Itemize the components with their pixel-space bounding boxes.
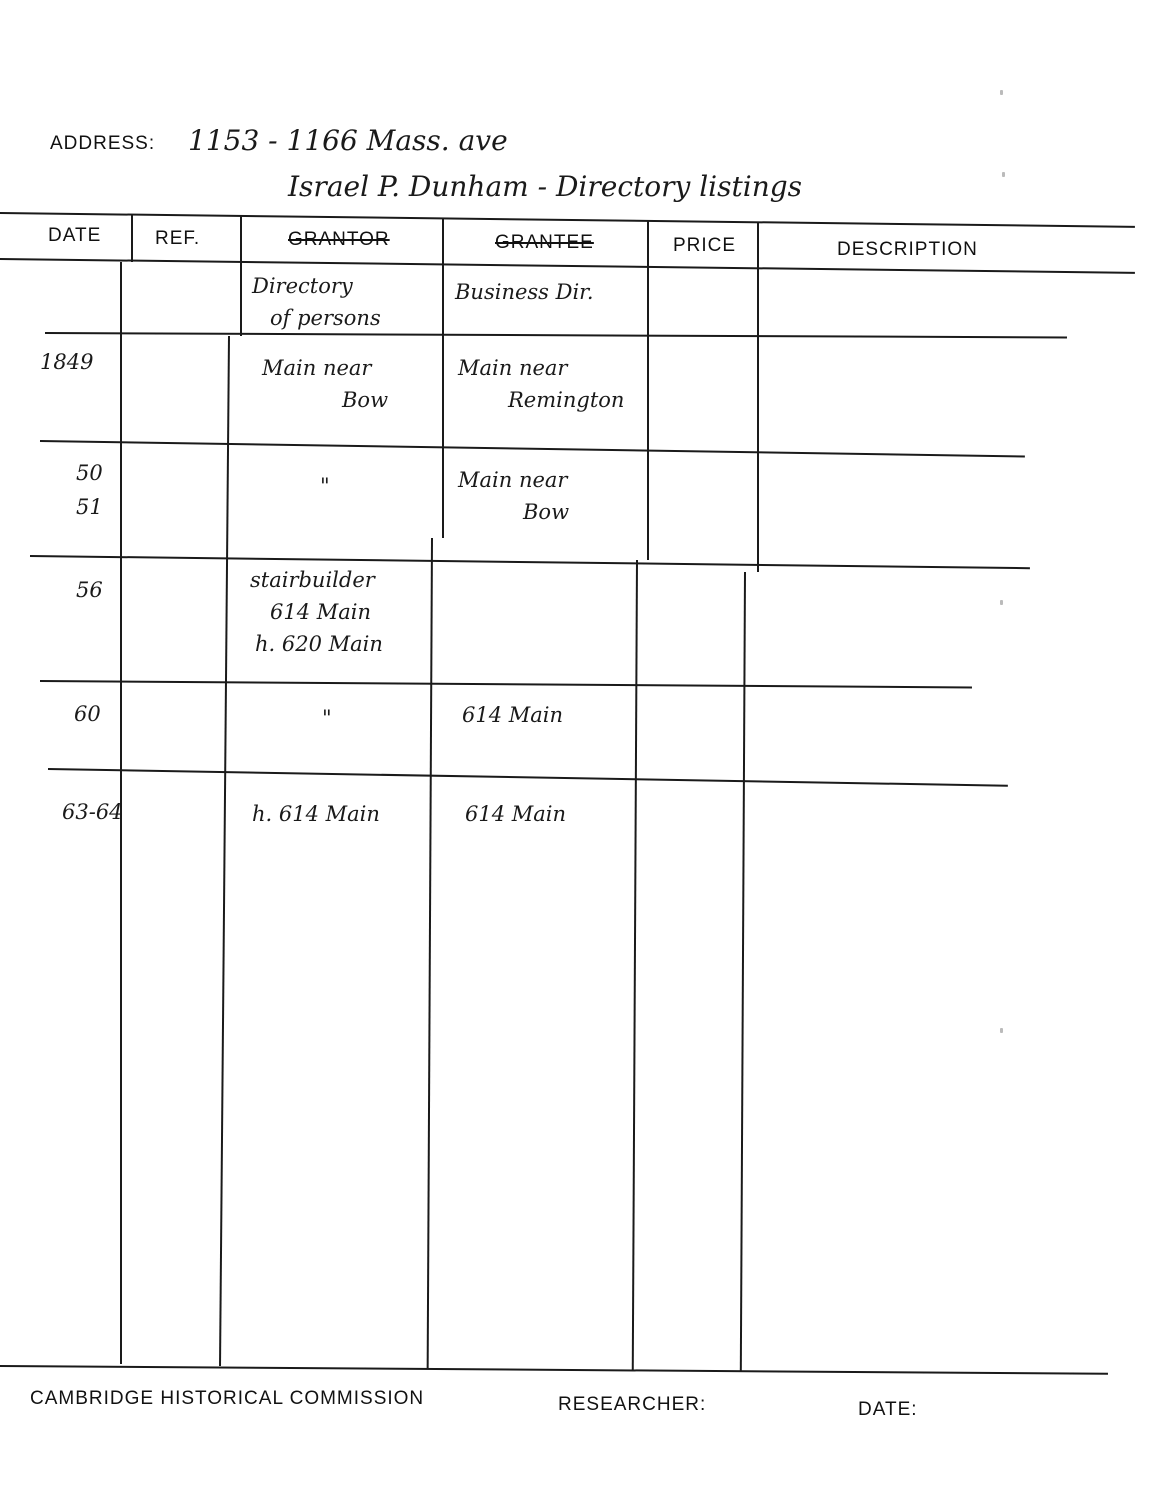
col-divider-grantee-body	[632, 560, 638, 1370]
col-divider-grantor-body	[427, 538, 433, 1368]
ditto-mark: "	[322, 706, 332, 730]
col-divider-ref	[240, 216, 242, 336]
col-divider-price-body	[740, 572, 746, 1372]
row-rule	[45, 332, 1067, 338]
grantor-line: h. 620 Main	[255, 632, 383, 656]
grantee-line: 614 Main	[465, 802, 567, 826]
table-row	[252, 270, 381, 334]
row-rule	[48, 768, 1008, 787]
date-cell: 56	[76, 578, 103, 602]
col-header-description: DESCRIPTION	[837, 239, 978, 260]
col-divider-grantee	[647, 220, 649, 560]
grantee-line: Business Dir.	[455, 280, 594, 304]
grantee-line: Remington	[508, 388, 625, 412]
grantor-line: stairbuilder	[250, 568, 375, 592]
footer-researcher-label: RESEARCHER:	[558, 1394, 707, 1415]
col-divider-ref-body	[219, 336, 230, 1366]
date-cell: 60	[74, 702, 101, 726]
col-divider-price	[757, 222, 759, 572]
grantor-line: 614 Main	[270, 600, 372, 624]
grantor-line: Bow	[342, 388, 389, 412]
address-value: 1153 - 1166 Mass. ave	[188, 124, 508, 157]
address-label: ADDRESS:	[50, 133, 156, 154]
footer-rule	[0, 1365, 1108, 1375]
date-line: 50	[76, 461, 103, 485]
date-line: 51	[76, 495, 103, 519]
grantor-line: Directory	[252, 274, 353, 298]
date-cell: 63-64	[62, 800, 123, 824]
grantor-cell	[322, 702, 332, 734]
subtitle: Israel P. Dunham - Directory listings	[288, 170, 803, 203]
scan-speck	[1000, 600, 1003, 605]
table-top-rule	[0, 212, 1135, 228]
grantor-cell	[250, 564, 383, 660]
grantor-cell	[320, 470, 330, 502]
col-header-ref: REF.	[155, 228, 201, 249]
grantee-cell	[458, 464, 569, 528]
date-cell: 1849	[40, 350, 94, 374]
footer-date-label: DATE:	[858, 1399, 918, 1420]
row-rule	[40, 680, 972, 689]
scan-speck	[1000, 90, 1003, 95]
grantee-line: Bow	[523, 500, 570, 524]
grantee-cell	[458, 352, 624, 416]
grantor-line: Main near	[262, 356, 372, 380]
grantor-cell	[262, 352, 388, 416]
grantor-line: h. 614 Main	[252, 802, 380, 826]
grantee-cell	[462, 699, 563, 731]
col-divider-grantor	[442, 218, 444, 538]
col-header-date: DATE	[48, 225, 102, 246]
col-header-price: PRICE	[673, 235, 737, 256]
row-rule	[30, 555, 1030, 569]
grantee-line: Main near	[458, 356, 568, 380]
col-header-grantor: GRANTOR	[288, 229, 390, 250]
row-rule	[40, 440, 1025, 457]
grantee-line: 614 Main	[462, 703, 564, 727]
grantee-cell	[455, 276, 594, 308]
grantor-cell	[252, 798, 380, 830]
grantee-line: Main near	[458, 468, 568, 492]
col-divider-date	[131, 214, 133, 262]
date-cell	[76, 456, 103, 524]
ditto-mark: "	[320, 474, 330, 498]
footer-commission: CAMBRIDGE HISTORICAL COMMISSION	[30, 1388, 425, 1409]
grantor-line: of persons	[270, 306, 381, 330]
scan-speck	[1002, 172, 1005, 177]
col-header-grantee: GRANTEE	[495, 232, 594, 253]
grantee-cell	[465, 798, 566, 830]
scan-speck	[1000, 1028, 1003, 1033]
